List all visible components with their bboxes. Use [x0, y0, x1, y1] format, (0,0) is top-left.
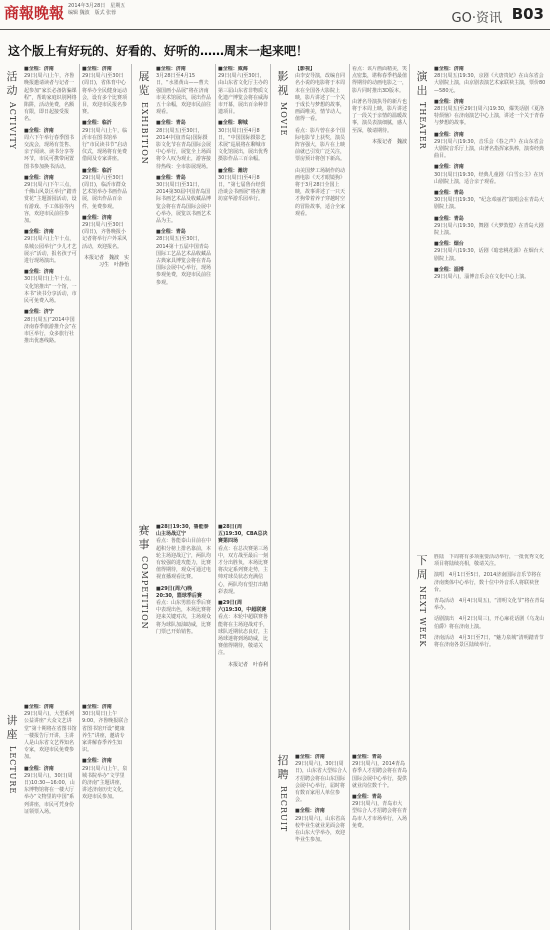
list-item	[24, 309, 77, 345]
list-item	[24, 766, 77, 816]
exhibition-list-2	[218, 66, 268, 506]
item-text: 29日(周六)至30日(周日)，省体育中心将举办全民健身运动会，设有多个比赛项目，欢迎市民报名参赛。	[82, 73, 128, 116]
page-headline: 这个版上有好玩的、好看的、好听的……周末一起来吧！	[8, 44, 309, 58]
label-lecture-cn: 讲座	[6, 714, 18, 741]
list-item	[82, 120, 129, 163]
item-city: ■全程：济南	[434, 131, 464, 138]
list-item	[24, 704, 77, 762]
item-city: ■全程：济南	[434, 164, 464, 171]
item-text: 28日(周五)19:30，京剧《大唐贵妃》在山东省会大剧院上演，由京剧表演艺术家联袂主演，票价80—580元。	[434, 73, 546, 94]
recruit-list-2	[352, 754, 407, 924]
section-label-lecture	[2, 714, 22, 794]
item-text: 29日(周六)下午三点，千佛山风景区举行“踏青赏花”主题游园活动，设有游戏、手工体验等内容，欢迎市民前往参加。	[24, 182, 77, 225]
item-city: ■全程：济南	[82, 214, 112, 221]
signature: 本报记者 魏波	[371, 138, 407, 145]
item-city: ■全程：济南	[82, 758, 112, 765]
list-item	[156, 66, 212, 116]
item-text: 看点：鲁能泰山目前在中超积分榜上排名靠前，本轮主场迎战辽宁，两队均有较强的进攻能力，比赛值得期待，观众可通过电视直播观看比赛。	[156, 538, 212, 581]
item-city: ■全程：青岛	[434, 190, 464, 197]
competition-list-2	[218, 524, 268, 924]
label-activity-en: ACTIVITY	[8, 102, 17, 150]
label-movie-en: MOVIE	[279, 102, 288, 137]
list-item	[24, 229, 77, 265]
label-exhibition-en: EXHIBITION	[140, 102, 149, 165]
section-label-exhibition	[134, 70, 154, 165]
theater-list	[434, 66, 546, 536]
list-item	[218, 66, 268, 116]
list-item	[434, 216, 546, 238]
lecture-list-2	[82, 704, 129, 924]
item-text: 29日(周六)19:30，音乐会《春之声》在山东省会大剧院音乐厅上演，由著名指挥家执棒，演奏经典曲目。	[434, 138, 545, 160]
item-city: ■29日(周六)晚20:30，篮球季后赛	[156, 585, 202, 599]
list-item	[156, 524, 212, 582]
section-label-theater	[412, 70, 432, 150]
item-city: ■全程：济南	[24, 174, 54, 181]
item-text: 28日(周五)至30日，2014中国(青岛)国际摄影文化节在青岛国际会展中心举行，展览全上场面将令人叹为观止，游客接待热线：全市影展现场。	[156, 127, 212, 170]
section-label-recruit	[273, 754, 293, 832]
item-text: 29日(周六)上午十点，泉城公园举行“少儿才艺展示”活动，报名孩子可进行现场演出。	[24, 236, 77, 265]
section-label-activity	[2, 70, 22, 150]
item-city: ■全程：济南	[295, 754, 325, 760]
item-city: ■28日(周五)19:30，CBA总决赛第四场	[218, 524, 268, 545]
item-text: 看点：影片曾在多个国际电影节上获奖，演员阵容强大，影片在上映前就已引发广泛关注，票房预计将创下新高。	[295, 127, 346, 163]
item-text: 由李安导演，改编自同名小说的电影将于本周末在全国各大影院上映，影片讲述了一个关于成长与梦想的故事，画面唯美，情节动人，值得一看。	[295, 73, 346, 123]
list-item	[82, 704, 129, 754]
item-text: 29日(周六)19:30，舞剧《大梦敦煌》在青岛大剧院上演。	[434, 222, 544, 237]
item-city: ■全程：济南	[24, 66, 54, 72]
list-item	[156, 120, 212, 170]
list-item	[156, 229, 212, 287]
activity-list	[24, 66, 77, 686]
item-text: 29日(周六)，30日(周日)10:30—16:00，山东博物馆将在一楼大厅举办“文物里的中国”系列讲座，市民可凭身份证领票入场。	[24, 772, 75, 815]
list-item	[434, 635, 546, 649]
item-text: 30日(周日)上午十点，文化馆推出“一个馆，一本书”读书分享活动，市民可免费入场。	[24, 276, 77, 305]
list-item	[295, 66, 347, 124]
item-city: ■全程：青岛	[352, 754, 382, 760]
masthead	[0, 0, 550, 30]
list-item	[295, 808, 347, 844]
list-item	[218, 120, 268, 163]
list-item	[24, 269, 77, 305]
item-text: 29日(周六)19:30，话剧《暗恋桃花源》在烟台大剧院上演。	[434, 248, 544, 262]
list-item	[156, 175, 212, 225]
item-city: ■全程：济宁	[24, 309, 54, 316]
item-text: 由著名导演执导的新片也将于本周上映，影片讲述了一段关于亲情的温暖故事，演员表演细腻，感人至深，敬请期待。	[352, 98, 407, 134]
competition-list	[156, 524, 212, 924]
list-item	[434, 190, 546, 212]
item-text: 29日(周六)，青岛市大型综合人才招聘会将在青岛市人才市场举行，入场免费。	[352, 801, 407, 829]
item-text: 29日(周六)，淄博音乐会在文化中心上演。	[434, 274, 530, 281]
item-city: ■全程：青岛	[156, 229, 186, 236]
item-city: ■全程：济南	[82, 704, 112, 710]
item-text: 29日(周六)，30日(周日)，山东省大型综合人才招聘会将在山东国际会展中心举行，届时将有数百家用人单位参会。	[295, 761, 347, 804]
list-item	[82, 215, 129, 251]
item-text: 29日(周六)至30日，由山东省文化厅主办的第三届山东省非物质文化遗产博览会将在威海市开幕，展出百余种非遗项目。	[218, 73, 268, 116]
section-title: GO·资讯	[451, 11, 502, 26]
item-text: 29日(周六)上午，临沂市在图书馆举行“市民读书节”启动仪式，现场将有免费借阅及专家讲座。	[82, 127, 128, 163]
label-nextweek-cn: 下周	[416, 554, 428, 581]
item-city: ■全程：临沂	[82, 120, 112, 127]
item-text: 青岛活动 4月4日(周五)，“清明文化节”将在青岛举办。	[434, 598, 545, 612]
label-competition-cn: 赛事	[138, 524, 150, 551]
item-city: ■全程：威海	[218, 66, 248, 72]
list-item	[434, 164, 546, 186]
list-item	[352, 99, 407, 135]
list-item	[352, 754, 407, 790]
item-city: ■全程：淄博	[434, 266, 464, 273]
list-item	[434, 554, 546, 568]
item-city: ■全程：济南	[82, 66, 112, 72]
label-lecture-en: LECTURE	[8, 746, 17, 795]
signature: 本报记者 叶春利	[227, 661, 268, 668]
signature: 本报记者 魏波 实习生 叶静怡	[83, 254, 129, 269]
item-city: ■28日19:30，鲁能泰山主场战辽宁	[156, 524, 209, 538]
list-item	[24, 66, 77, 124]
list-item	[295, 128, 347, 164]
list-item	[434, 598, 546, 612]
item-city: ■全程：济南	[295, 808, 325, 815]
item-text: 3月28日至4月15日，“水墨黄山——曹夫强国画小品展”将在济南市美术馆展出，展出作品五十余幅，欢迎市民前往观看。	[156, 73, 212, 116]
date-line	[68, 3, 125, 17]
list-item	[82, 168, 129, 211]
label-nextweek-en: NEXT WEEK	[418, 586, 427, 648]
page-number: B03	[511, 5, 544, 23]
label-activity-cn: 活动	[6, 70, 18, 97]
list-item	[434, 241, 546, 263]
item-text: 胜陆 下周将有多项重要活动举行，一批优秀文化项目将陆续亮相，敬请关注。	[434, 554, 545, 568]
item-city: ■全程：青岛	[352, 794, 382, 801]
list-item	[82, 66, 129, 116]
item-text: 看点：该片画面精美，笑点密集，堪称春季档最值得期待的动画电影之一，影片同时推出3D版本。	[352, 66, 407, 94]
item-text: 28日(周五)“2014中国济南春季旅游推介会”在市区举行，众多旅行社推出优惠线路。	[24, 316, 77, 345]
list-item	[295, 754, 347, 804]
list-item	[352, 794, 407, 830]
list-item	[434, 267, 546, 281]
item-city: ■全程：济南	[434, 66, 464, 72]
item-text: 济南活动 4月3日至7日，“魅力泉城”清明踏青节将在济南各景区陆续举行。	[434, 634, 544, 649]
list-item	[434, 616, 546, 630]
item-text: 29日(周六)上午，齐鲁晚报邀请读者与记者一起参加“家长必备防骗课程”，帮助家庭识别网络陷阱，活动免费，名额有限，即日起接受报名。	[24, 73, 77, 123]
movie-list	[295, 66, 347, 736]
item-text: 29日(周六)，大型系列公益讲座“大众文艺讲堂”第十期将在省图书馆一楼报告厅开讲，主讲人是山东省文艺界知名专家，欢迎市民免费参加。	[24, 711, 77, 761]
item-text: 看点：本轮中超联赛鲁能将在主场迎战对手，球队近期状态良好，主场球迷将到场助威，比赛值得期待，敬请关注。	[218, 614, 268, 657]
item-text: 演唱 4月1日至5日，2014济南国际音乐节将在济南奥体中心举行，数十位中外音乐人将联袂登台。	[434, 572, 542, 593]
item-city: ■全程：聊城	[218, 120, 248, 127]
label-theater-en: THEATER	[418, 102, 427, 150]
item-text: 30日(周日)19:30，“纪念邓丽君”演唱会在青岛大剧院上演。	[434, 197, 544, 211]
exhibition-list	[156, 66, 212, 506]
item-text: 看点：山东男篮在季后赛中表现出色，本场比赛将迎来关键对决，主场观众将为球队加油助威，比赛门票已开始销售。	[156, 600, 212, 635]
list-item	[434, 132, 546, 161]
item-city: ■全程：临沂	[82, 167, 112, 174]
item-text: 话剧演出 4月2日(周三)，开心麻花话剧《乌龙山伯爵》将在济南上演。	[434, 616, 545, 630]
list-item	[24, 175, 77, 225]
item-city: ■全程：青岛	[434, 215, 464, 222]
item-city: ■全程：济南	[24, 765, 54, 772]
item-city: ■全程：青岛	[156, 174, 186, 181]
list-item	[352, 66, 407, 95]
label-movie-cn: 影视	[277, 70, 289, 97]
item-city: ■全程：烟台	[434, 241, 464, 248]
item-city: ■全程：济南	[24, 269, 54, 276]
recruit-list	[295, 754, 347, 924]
movie-list-2	[352, 66, 407, 736]
item-text: 看点：在总决赛第三场中，双方战至最后一刻才分出胜负，本场比赛将决定系列赛走势，主帅对球员状态充满信心，两队均有望打出精彩表现。	[218, 545, 268, 595]
date-line-2: 编辑 魏波 版式 张蓉	[68, 10, 117, 16]
item-text: 30日(周日)至4月8日，“第七届鲁台经贸洽谈会书画展”将在潍坊富华游乐园举行。	[218, 174, 266, 203]
list-item	[218, 524, 268, 596]
lecture-list	[24, 704, 77, 924]
section-label-nextweek	[412, 554, 432, 647]
item-city: ■全程：济南	[434, 98, 464, 105]
item-text: 30日(周日)19:30，经典儿童剧《白雪公主》在历山剧院上演，适合亲子观看。	[434, 171, 544, 185]
section-label-competition	[134, 524, 154, 630]
item-city: ■29日(周六)19:30，中超联赛	[218, 600, 267, 614]
newspaper-logo: 商報晚報	[4, 4, 65, 22]
list-item	[295, 168, 347, 218]
list-item	[434, 572, 546, 594]
item-text: 30日(周日)上午9:00，齐鲁晚报联合省图书馆开设“健康养生”讲座，邀请专家讲解春季养生知识。	[82, 711, 129, 754]
item-text: 28日(周五)至29日(周六)19:30，爆笑话剧《夏洛特烦恼》在济南演艺中心上演，讲述一个关于青春与梦想的故事。	[434, 106, 545, 127]
list-item	[24, 128, 77, 171]
item-city: ■全程：潍坊	[218, 167, 248, 174]
label-theater-cn: 演出	[416, 70, 428, 97]
item-city: 【影视】	[295, 66, 316, 72]
list-item	[156, 586, 212, 636]
list-item	[434, 99, 546, 128]
item-text: 30日(周日)至4月8日，“中国国际摄影艺术展”巡展将在聊城市文化馆展出，展出优秀摄影作品三百余幅。	[218, 127, 268, 163]
list-item	[218, 168, 268, 204]
item-text: 29日(周六)至30日(周日)，临沂市群众艺术馆举办书画作品展，展出作品百余件，免费参观。	[82, 174, 128, 210]
item-city: ■全程：济南	[156, 66, 186, 72]
section-label-movie	[273, 70, 293, 136]
label-recruit-cn: 招聘	[277, 754, 289, 781]
list-item	[82, 758, 129, 801]
columns-area	[0, 64, 550, 930]
item-city: ■全程：青岛	[156, 120, 186, 127]
nextweek-list	[434, 554, 546, 924]
item-city: ■全程：济南	[24, 229, 54, 236]
item-text: 29日(周六)，山东省高校毕业生就业见面会将在山东大学举办，欢迎毕业生参加。	[295, 815, 346, 844]
item-text: 29日(周六)，2014青岛春季人才招聘会将在青岛国际会展中心举行，提供就业岗位数千个。	[352, 761, 407, 789]
label-recruit-en: RECRUIT	[279, 786, 288, 833]
item-text: 由美国梦工场制作的动画电影《天才眼镜狗》将于3月28日全国上映，故事讲述了一只天才狗带着养子穿越时空的冒险故事，适合全家观看。	[295, 167, 346, 217]
list-item	[434, 66, 546, 95]
date-line-1: 2014年3月28日 星期五	[68, 3, 126, 9]
item-text: 29日(周六)上午，泉城书院举办“文学里的济南”主题讲座，讲述济南历史文化，欢迎市民参加。	[82, 765, 128, 801]
item-city: ■全程：济南	[24, 704, 54, 710]
label-exhibition-cn: 展览	[138, 70, 150, 97]
activity-list-2	[82, 66, 129, 686]
label-competition-en: COMPETITION	[140, 556, 149, 630]
item-text: 30日(周日)至31日，2014第30届中国青岛国际书画艺术品及收藏品博览会将在青岛国际会展中心举办，展览以书画艺术品为主。	[156, 182, 212, 225]
list-item	[218, 600, 268, 658]
item-text: 29日(周六)至30日(周日)，齐鲁晚报小记者将举行户外采风活动，欢迎报名。	[82, 222, 128, 250]
item-text: 周六下午举行春季图书交流会，现场有签售、亲子阅读、读书分享等环节，市民可携带闲置图书参加换书活动。	[24, 134, 75, 170]
item-text: 28日(周五)至30日，2014第十五届中国青岛国际工艺品艺术品收藏品古典家具博览会将在青岛国际会展中心举行，现场参观免费，欢迎市民前往参观。	[156, 236, 212, 286]
item-city: ■全程：济南	[24, 127, 54, 134]
